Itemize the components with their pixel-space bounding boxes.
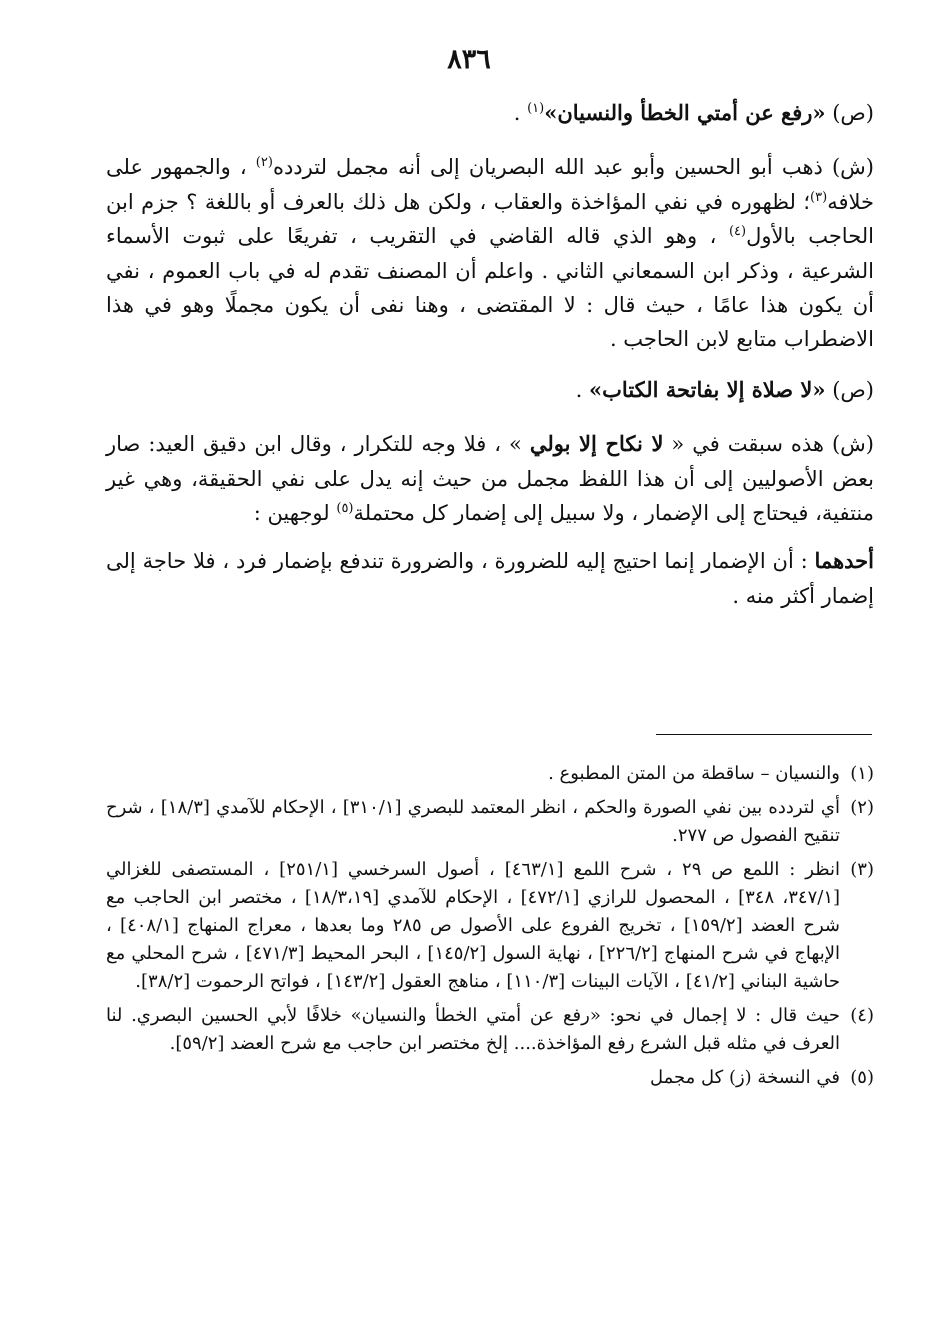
footnote-divider — [656, 734, 872, 735]
paragraph-sharh-1 — [106, 150, 874, 356]
footnote-marker: (٤) — [728, 224, 747, 240]
text-run: ؛ لظهوره في نفي المؤاخذة والعقاب ، ولكن هل ذلك بالعرف أو باللغة ؟ جزم ابن الحاجب بالأول — [106, 189, 874, 249]
footnote-marker: (٢) — [255, 155, 273, 171]
bold-quote: أحدهما — [814, 548, 874, 574]
footnote-4 — [106, 1002, 874, 1058]
text-run: ، والجمهور على خلافه — [106, 155, 874, 214]
footnote-number: (٣) — [850, 859, 874, 880]
footnote-text: حيث قال : لا إجمال في نحو: «رفع عن أمتي الخطأ والنسيان» خلافًا لأبي الحسين البصري. لنا العرف في مثله قبل الشرع رفع المؤاخذة.... إلخ مختصر ابن حاجب مع شرح العضد [٥٩/٢]. — [106, 1005, 840, 1054]
footnote-text: أي لتردده بين نفي الصورة والحكم ، انظر المعتمد للبصري [٣١٠/١] ، الإحكام للآمدي [١٨/٣] ، شرح تنقيح الفصول ص ٢٧٧. — [106, 797, 840, 846]
footnote-text: في النسخة (ز) كل مجمل — [650, 1067, 840, 1088]
text-run: (ش) ذهب أبو الحسين وأبو عبد الله البصريان إلى أنه مجمل لتردده — [272, 155, 874, 180]
footnote-5 — [106, 1064, 874, 1092]
footnote-number: (٢) — [850, 797, 874, 818]
footnote-number: (٥) — [850, 1067, 874, 1088]
footnote-number: (٤) — [850, 1005, 874, 1026]
text-run: » ، فلا وجه للتكرار ، وقال ابن دقيق العيد: صار بعض الأصوليين إلى أن هذا اللفظ مجمل من حيث إنه يدل على نفي الحقيقة، وهي غير منتفية، فيحتاج إلى الإضمار ، ولا سبيل إلى إضمار كل محتملة — [106, 432, 874, 526]
paragraph-first-reason — [106, 544, 874, 613]
text-run: لوجهين : — [253, 501, 337, 526]
page-number: ٨٣٦ — [447, 44, 491, 75]
text-run: ، وهو الذي قاله القاضي في التقريب ، تفريعًا على ثبوت الأسماء الشرعية ، وذكر ابن السمعاني الثاني . واعلم أن المصنف تقدم له في باب العموم ، نفي أن يكون هذا عامًا ، حيث قال : لا المقتضى ، وهنا نفى أن يكون مجملًا وهو في هذا الاضطراب متابع لابن الحاجب . — [106, 224, 874, 352]
text-run: . — [575, 377, 590, 402]
text-run: : أن الإضمار إنما احتيج إليه للضرورة ، والضرورة تندفع بإضمار فرد ، فلا حاجة إلى إضمار أكثر منه . — [106, 549, 874, 608]
footnote-marker: (٣) — [810, 189, 828, 205]
paragraph-matn-1 — [106, 96, 874, 130]
text-run: (ص) — [825, 101, 874, 125]
footnote-text: انظر : اللمع ص ٢٩ ، شرح اللمع [٤٦٣/١] ، أصول السرخسي [٢٥١/١] ، المستصفى للغزالي [٣٤٧/١، ٣٤٨] ، المحصول للرازي [٤٧٢/١] ، الإحكام للآمدي [١٨/٣،١٩] ، مختصر ابن الحاجب مع شرح العضد [١٥٩/٢] ، تخريج الفروع على الأصول ص ٢٨٥ وما بعدها ، معراج المنهاج [٤٠٨/١] ، الإبهاج في شرح المنهاج [٢٢٦/٢] ، نهاية السول [١٤٥/٢] ، البحر المحيط [٤٧١/٣] ، شرح المحلي مع حاشية البناني [٤١/٢] ، الآيات البينات [١١٠/٣] ، مناهج العقول [١٤٣/٢] ، فواتح الرحموت [٣٨/٢]. — [106, 859, 841, 992]
footnote-marker: (١) — [527, 101, 545, 116]
footnote-3 — [106, 856, 874, 996]
paragraph-sharh-2 — [106, 427, 874, 530]
footnotes — [106, 760, 874, 1098]
bold-quote: لا نكاح إلا بولي — [529, 431, 664, 457]
footnote-2 — [106, 794, 874, 850]
text-run: (ص) — [825, 377, 874, 402]
footnote-marker: (٥) — [336, 501, 354, 517]
main-text — [106, 96, 874, 613]
footnote-number: (١) — [850, 763, 874, 784]
footnote-1 — [106, 760, 874, 788]
bold-quote: «لا صلاة إلا بفاتحة الكتاب» — [589, 376, 826, 402]
bold-quote: «رفع عن أمتي الخطأ والنسيان» — [544, 100, 826, 125]
footnote-text: والنسيان – ساقطة من المتن المطبوع . — [548, 763, 840, 784]
text-run: . — [513, 101, 528, 125]
text-run: (ش) هذه سبقت في « — [663, 432, 874, 457]
paragraph-matn-2 — [106, 373, 874, 407]
